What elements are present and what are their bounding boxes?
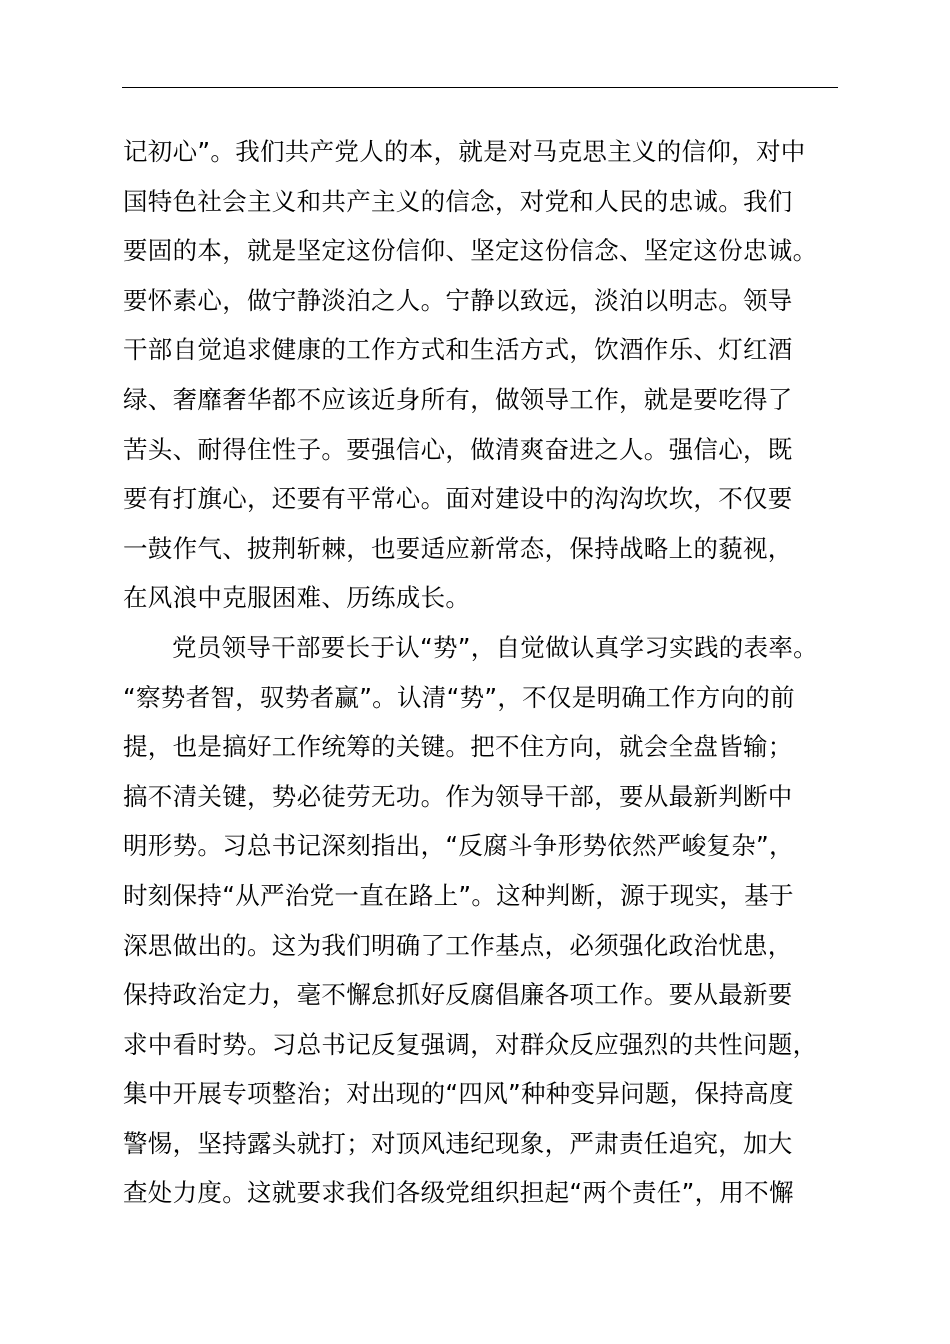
text-line: “察势者智，驭势者赢”。认清“势”，不仅是明确工作方向的前 [123,682,795,712]
text-line: 明形势。习总书记深刻指出，“反腐斗争形势依然严峻复杂”， [123,831,794,861]
text-line: 保持政治定力，毫不懈怠抓好反腐倡廉各项工作。要从最新要 [123,980,793,1010]
header-rule [122,87,838,88]
text-line: 一鼓作气、披荆斩棘，也要适应新常态，保持战略上的藐视， [123,533,793,563]
text-line: 搞不清关键，势必徒劳无功。作为领导干部，要从最新判断中 [123,781,793,811]
text-line: 国特色社会主义和共产主义的信念，对党和人民的忠诚。我们 [123,186,793,216]
text-line: 要固的本，就是坚定这份信仰、坚定这份信念、坚定这份忠诚。 [123,236,818,266]
text-line: 要怀素心，做宁静淡泊之人。宁静以致远，淡泊以明志。领导 [123,285,793,315]
text-line: 查处力度。这就要求我们各级党组织担起“两个责任”，用不懈 [123,1178,794,1208]
body-text [123,127,883,1218]
text-line: 绿、奢靡奢华都不应该近身所有，做领导工作，就是要吃得了 [123,384,793,414]
text-line: 干部自觉追求健康的工作方式和生活方式，饮酒作乐、灯红酒 [123,335,793,365]
paragraph-start-line: 党员领导干部要长于认“势”，自觉做认真学习实践的表率。 [172,632,818,662]
text-line: 警惕，坚持露头就打；对顶风违纪现象，严肃责任追究，加大 [123,1128,793,1158]
text-line: 时刻保持“从严治党一直在路上”。这种判断，源于现实，基于 [123,880,794,910]
text-line: 提，也是搞好工作统筹的关键。把不住方向，就会全盘皆输； [123,732,793,762]
text-line: 要有打旗心，还要有平常心。面对建设中的沟沟坎坎，不仅要 [123,484,793,514]
text-line: 在风浪中克服困难、历练成长。 [123,583,471,613]
text-line: 集中开展专项整治；对出现的“四风”种种变异问题，保持高度 [123,1079,794,1109]
text-line: 深思做出的。这为我们明确了工作基点，必须强化政治忧患， [123,930,793,960]
text-line: 苦头、耐得住性子。要强信心，做清爽奋进之人。强信心，既 [123,434,793,464]
text-line: 记初心”。我们共产党人的本，就是对马克思主义的信仰，对中 [123,137,806,166]
text-line: 求中看时势。习总书记反复强调，对群众反应强烈的共性问题， [123,1029,818,1059]
